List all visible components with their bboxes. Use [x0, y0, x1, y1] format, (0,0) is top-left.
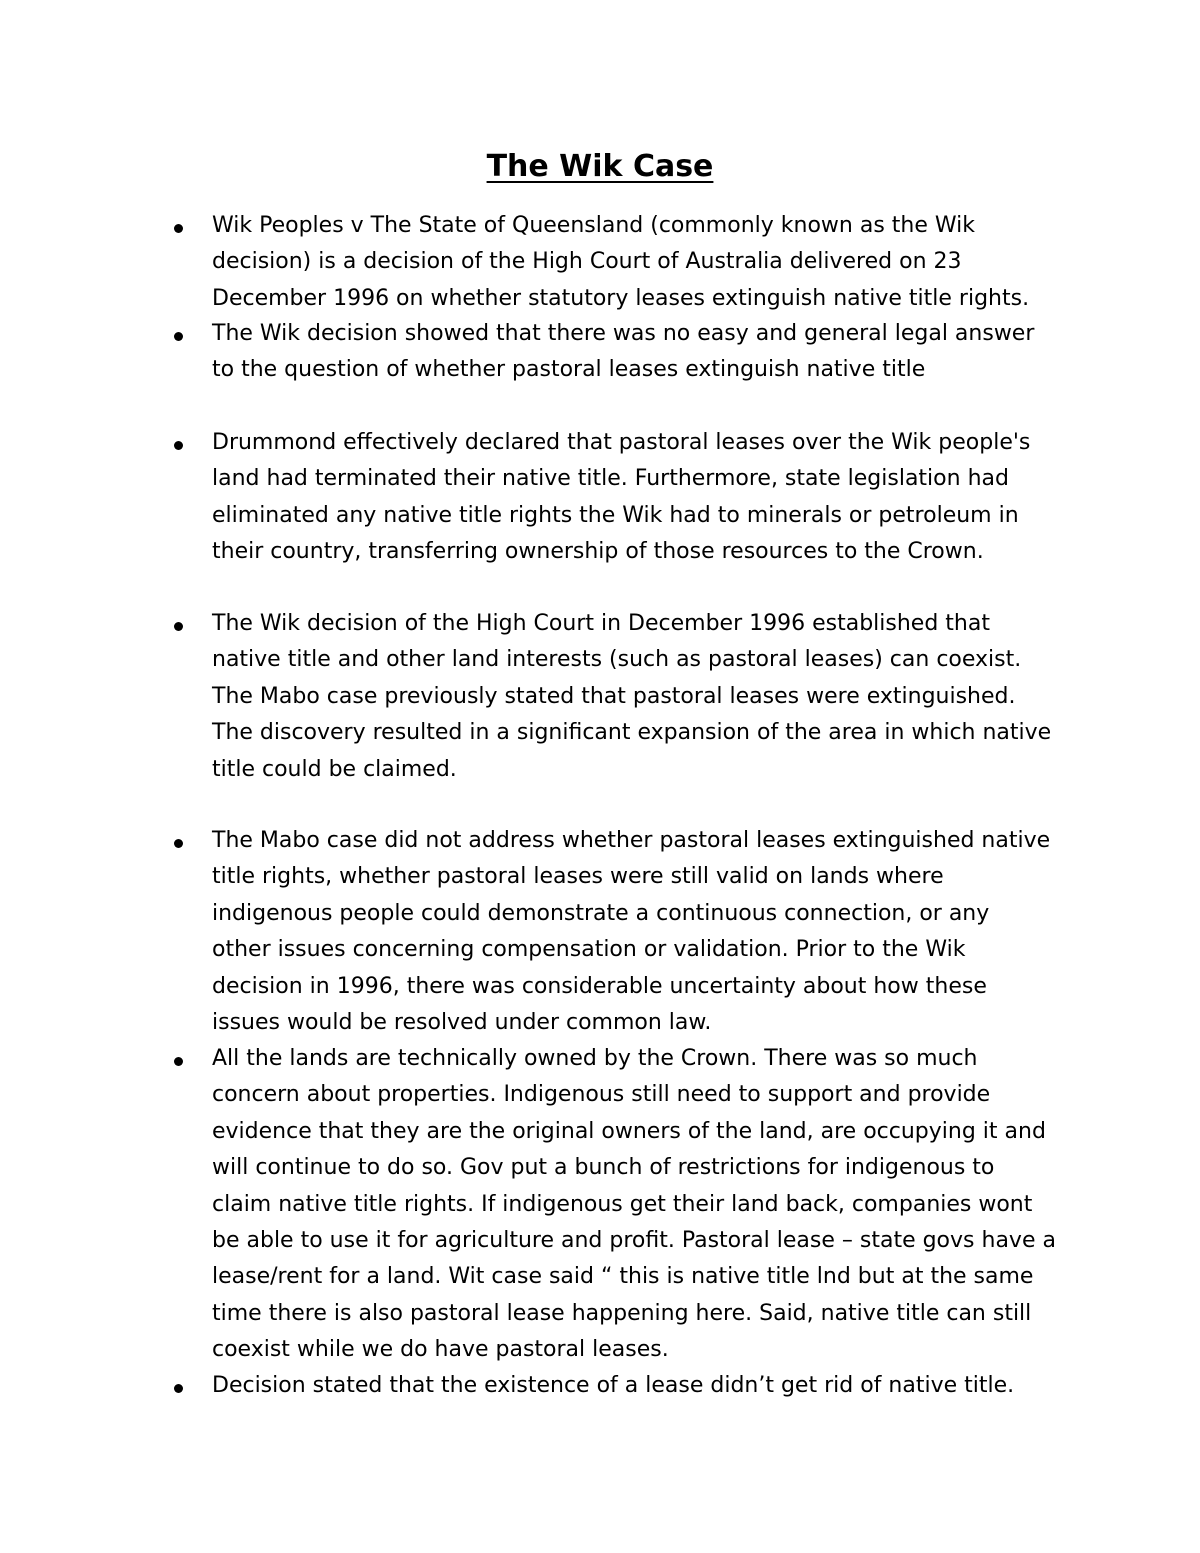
- text-line: decision in 1996, there was considerable uncertainty about how these: [212, 973, 987, 999]
- text-line: December 1996 on whether statutory leases extinguish native title rights.: [212, 285, 1030, 311]
- bullet-text: [212, 606, 1062, 788]
- text-line: concern about properties. Indigenous still need to support and provide: [212, 1082, 991, 1108]
- text-line: lease/rent for a land. Wit case said “ this is native title lnd but at the same: [212, 1264, 1034, 1290]
- text-line: The discovery resulted in a significant expansion of the area in which native: [212, 720, 1052, 746]
- bullet-text: [212, 1041, 1062, 1369]
- text-line: other issues concerning compensation or validation. Prior to the Wik: [212, 937, 966, 963]
- bullet-icon: [174, 224, 183, 233]
- text-line: The Mabo case previously stated that pastoral leases were extinguished.: [212, 683, 1016, 709]
- bullet-text: [212, 823, 1062, 1041]
- document-title: The Wik Case: [486, 149, 714, 184]
- text-line: Wik Peoples v The State of Queensland (commonly known as the Wik: [212, 213, 975, 238]
- text-line: will continue to do so. Gov put a bunch of restrictions for indigenous to: [212, 1155, 995, 1181]
- text-line: Drummond effectively declared that pastoral leases over the Wik people's: [212, 430, 1031, 455]
- bullet-icon: [174, 622, 183, 631]
- text-line: title rights, whether pastoral leases were still valid on lands where: [212, 864, 944, 890]
- bullet-icon: [174, 1057, 183, 1066]
- bullet-icon: [174, 441, 183, 450]
- bullet-text: [212, 208, 1062, 317]
- text-line: eliminated any native title rights the Wik had to minerals or petroleum in: [212, 502, 1019, 528]
- text-line: The Wik decision showed that there was no easy and general legal answer: [212, 321, 1035, 346]
- text-line: indigenous people could demonstrate a continuous connection, or any: [212, 900, 990, 926]
- text-line: decision) is a decision of the High Court of Australia delivered on 23: [212, 249, 962, 275]
- text-line: issues would be resolved under common law.: [212, 1009, 712, 1035]
- text-line: their country, transferring ownership of those resources to the Crown.: [212, 539, 984, 565]
- bullet-text: [212, 316, 1062, 389]
- bullet-icon: [174, 332, 183, 341]
- text-line: land had terminated their native title. Furthermore, state legislation had: [212, 466, 1009, 492]
- text-line: time there is also pastoral lease happening here. Said, native title can still: [212, 1300, 1032, 1326]
- text-line: be able to use it for agriculture and profit. Pastoral lease – state govs have a: [212, 1227, 1056, 1253]
- text-line: The Wik decision of the High Court in December 1996 established that: [212, 611, 990, 636]
- text-line: to the question of whether pastoral leases extinguish native title: [212, 357, 926, 383]
- bullet-text: [212, 1368, 1062, 1404]
- text-line: native title and other land interests (such as pastoral leases) can coexist.: [212, 647, 1022, 673]
- bullet-icon: [174, 1384, 183, 1393]
- text-line: claim native title rights. If indigenous get their land back, companies wont: [212, 1191, 1033, 1217]
- text-line: All the lands are technically owned by the Crown. There was so much: [212, 1046, 978, 1071]
- bullet-icon: [174, 839, 183, 848]
- text-line: The Mabo case did not address whether pastoral leases extinguished native: [212, 828, 1051, 853]
- text-line: Decision stated that the existence of a lease didn’t get rid of native title.: [212, 1373, 1015, 1398]
- text-line: coexist while we do have pastoral leases.: [212, 1337, 669, 1363]
- text-line: evidence that they are the original owners of the land, are occupying it and: [212, 1118, 1046, 1144]
- text-line: title could be claimed.: [212, 756, 457, 782]
- bullet-text: [212, 425, 1062, 571]
